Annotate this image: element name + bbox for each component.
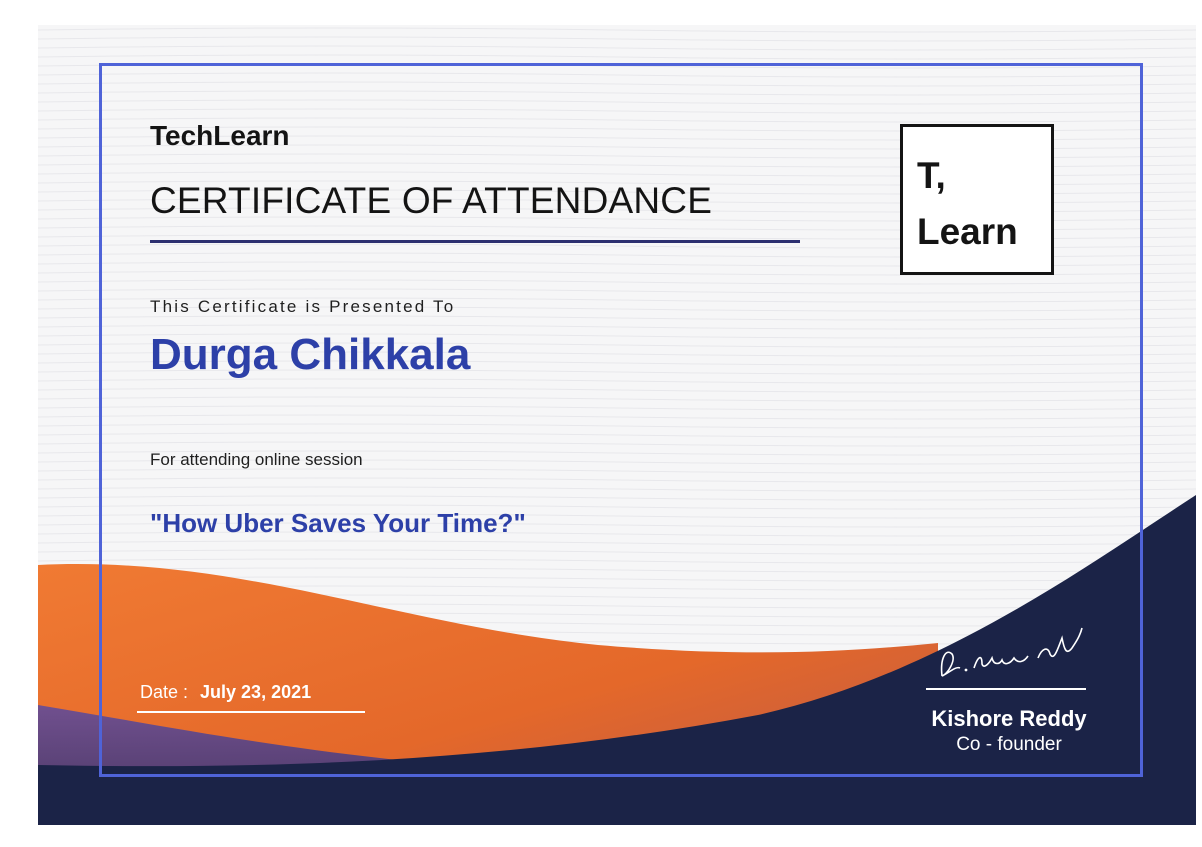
date-line (140, 682, 311, 703)
date-label: Date : (140, 682, 189, 702)
signature-line (926, 688, 1086, 690)
signer-name: Kishore Reddy (931, 706, 1087, 731)
date-underline (137, 711, 365, 713)
brand-name: TechLearn (150, 120, 290, 151)
date-value: July 23, 2021 (200, 682, 312, 702)
recipient-name: Durga Chikkala (150, 330, 471, 379)
signature-image (930, 618, 1090, 688)
presented-to-label: This Certificate is Presented To (150, 297, 456, 316)
certificate-title: CERTIFICATE OF ATTENDANCE (150, 180, 713, 221)
title-underline (150, 240, 800, 243)
attendance-text: For attending online session (150, 450, 363, 469)
brand-logo (900, 124, 1054, 275)
signer-role: Co - founder (956, 734, 1062, 755)
logo-line-2: Learn (917, 211, 1018, 252)
logo-line-1: T, (917, 155, 946, 196)
session-title: "How Uber Saves Your Time?" (150, 508, 526, 538)
